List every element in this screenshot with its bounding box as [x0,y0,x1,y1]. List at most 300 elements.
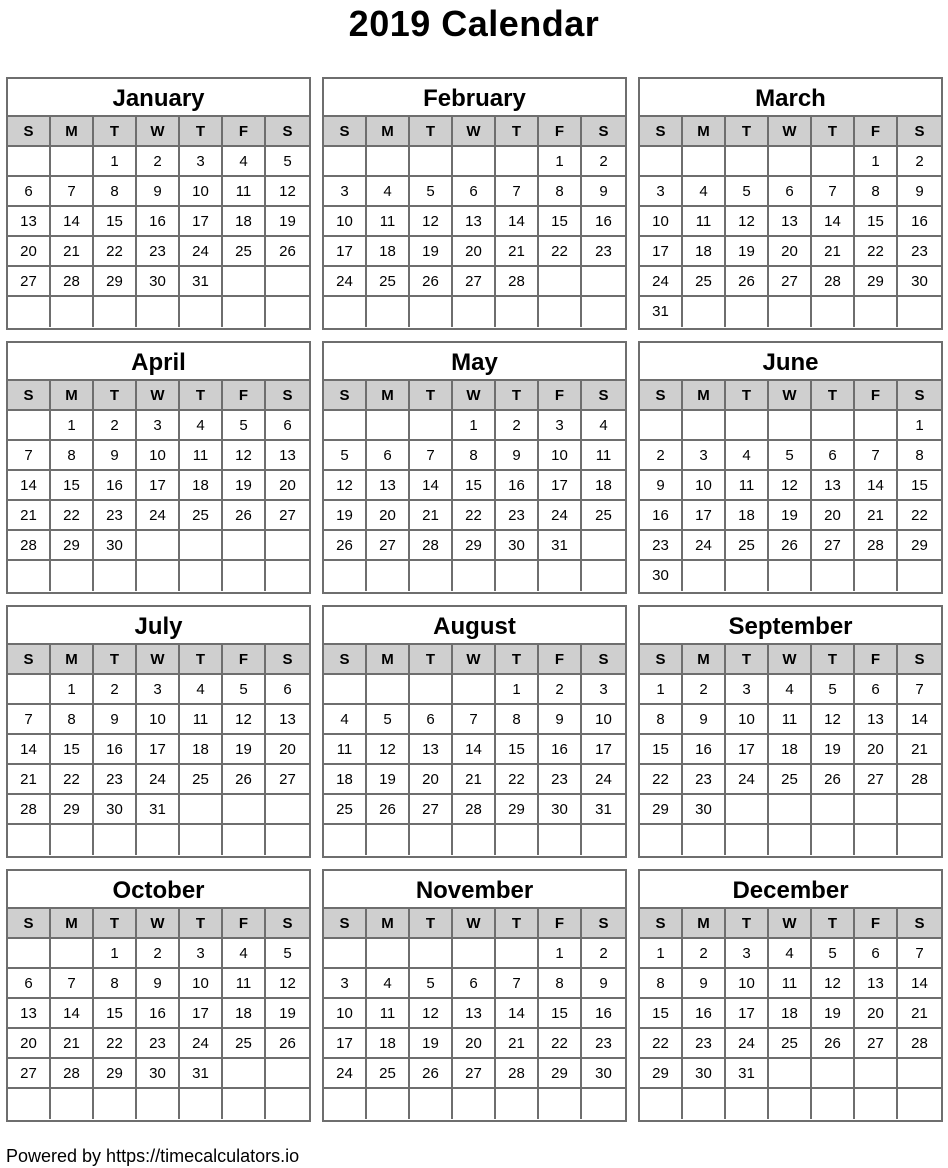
day-cell: 22 [640,765,683,795]
empty-day-cell [855,1059,898,1089]
weekday-header: T [94,909,137,939]
empty-day-cell [769,1089,812,1119]
empty-day-cell [8,825,51,855]
day-cell: 4 [769,675,812,705]
empty-day-cell [94,561,137,591]
day-cell: 6 [8,969,51,999]
weekday-header: M [51,909,94,939]
empty-day-cell [324,1089,367,1119]
day-cell: 13 [453,207,496,237]
day-cell: 15 [855,207,898,237]
weekday-header: M [683,645,726,675]
empty-day-cell [223,561,266,591]
day-cell: 31 [180,267,223,297]
day-cell: 27 [855,1029,898,1059]
empty-day-cell [726,147,769,177]
day-cell: 11 [180,705,223,735]
empty-day-cell [898,1059,941,1089]
day-cell: 11 [223,969,266,999]
day-cell: 9 [582,177,625,207]
day-cell: 19 [367,765,410,795]
day-cell: 1 [496,675,539,705]
empty-day-cell [640,1089,683,1119]
day-cell: 16 [640,501,683,531]
weekday-header: F [855,117,898,147]
day-cell: 13 [855,969,898,999]
day-cell: 26 [324,531,367,561]
day-cell: 17 [683,501,726,531]
empty-day-cell [812,795,855,825]
weekday-header: S [640,117,683,147]
empty-day-cell [582,825,625,855]
day-cell: 26 [410,267,453,297]
day-cell: 8 [855,177,898,207]
day-cell: 11 [324,735,367,765]
day-cell: 12 [769,471,812,501]
day-cell: 28 [453,795,496,825]
day-cell: 22 [898,501,941,531]
empty-day-cell [683,825,726,855]
day-cell: 10 [726,969,769,999]
empty-day-cell [223,267,266,297]
day-cell: 6 [769,177,812,207]
weekday-header: T [812,909,855,939]
day-cell: 25 [582,501,625,531]
day-cell: 5 [410,177,453,207]
weekday-header: T [496,117,539,147]
day-cell: 17 [640,237,683,267]
day-cell: 25 [683,267,726,297]
day-cell: 28 [812,267,855,297]
day-cell: 17 [137,735,180,765]
weekday-header: W [137,117,180,147]
empty-day-cell [769,1059,812,1089]
day-cell: 7 [855,441,898,471]
empty-day-cell [410,147,453,177]
empty-day-cell [223,297,266,327]
day-cell: 16 [137,207,180,237]
day-cell: 2 [582,147,625,177]
day-cell: 2 [539,675,582,705]
day-cell: 15 [94,999,137,1029]
day-cell: 11 [367,999,410,1029]
day-cell: 24 [137,765,180,795]
day-cell: 29 [855,267,898,297]
day-cell: 3 [180,939,223,969]
empty-day-cell [453,147,496,177]
weekday-header: F [539,645,582,675]
footer-credit: Powered by https://timecalculators.io [6,1146,300,1166]
day-cell: 30 [898,267,941,297]
day-cell: 24 [137,501,180,531]
day-cell: 10 [137,705,180,735]
day-cell: 28 [8,531,51,561]
day-cell: 3 [324,177,367,207]
day-cell: 23 [683,1029,726,1059]
empty-day-cell [726,795,769,825]
empty-day-cell [898,795,941,825]
day-cell: 3 [726,939,769,969]
day-cell: 2 [640,441,683,471]
day-cell: 13 [266,441,309,471]
empty-day-cell [223,1059,266,1089]
day-cell: 19 [266,207,309,237]
empty-day-cell [582,1089,625,1119]
day-cell: 11 [223,177,266,207]
day-cell: 31 [582,795,625,825]
day-cell: 17 [180,207,223,237]
day-cell: 27 [8,267,51,297]
empty-day-cell [367,561,410,591]
empty-day-cell [51,825,94,855]
day-cell: 7 [496,969,539,999]
day-cell: 20 [266,471,309,501]
weekday-header: S [8,909,51,939]
weekday-header: W [769,381,812,411]
empty-day-cell [266,795,309,825]
weekday-header: T [496,645,539,675]
day-cell: 30 [582,1059,625,1089]
empty-day-cell [180,561,223,591]
empty-day-cell [324,147,367,177]
day-cell: 16 [539,735,582,765]
day-cell: 14 [410,471,453,501]
weekday-header: S [266,645,309,675]
day-cell: 5 [812,939,855,969]
day-cell: 3 [324,969,367,999]
day-cell: 16 [898,207,941,237]
weekday-header: F [223,645,266,675]
empty-day-cell [539,561,582,591]
weekday-header: T [410,381,453,411]
day-cell: 12 [726,207,769,237]
month-december [638,869,943,1122]
weekday-header: W [453,909,496,939]
empty-day-cell [726,561,769,591]
empty-day-cell [367,1089,410,1119]
day-cell: 1 [855,147,898,177]
weekday-header: M [51,645,94,675]
day-cell: 7 [453,705,496,735]
day-cell: 14 [898,969,941,999]
day-cell: 4 [223,147,266,177]
day-cell: 11 [683,207,726,237]
day-cell: 24 [726,765,769,795]
empty-day-cell [180,531,223,561]
day-cell: 21 [496,1029,539,1059]
empty-day-cell [683,411,726,441]
day-cell: 21 [410,501,453,531]
empty-day-cell [266,825,309,855]
empty-day-cell [266,561,309,591]
day-cell: 22 [453,501,496,531]
day-cell: 2 [137,147,180,177]
empty-day-cell [367,675,410,705]
page-title: 2019 Calendar [348,3,600,44]
empty-day-cell [855,795,898,825]
empty-day-cell [812,1089,855,1119]
empty-day-cell [324,939,367,969]
day-cell: 29 [51,795,94,825]
empty-day-cell [367,939,410,969]
weekday-header: T [410,117,453,147]
month-october [6,869,311,1122]
day-cell: 16 [496,471,539,501]
day-cell: 4 [683,177,726,207]
day-cell: 10 [324,207,367,237]
day-cell: 14 [8,735,51,765]
day-cell: 25 [367,267,410,297]
day-cell: 16 [137,999,180,1029]
day-cell: 15 [453,471,496,501]
weekday-header: F [223,117,266,147]
day-cell: 20 [453,1029,496,1059]
weekday-header: T [812,381,855,411]
empty-day-cell [8,297,51,327]
day-cell: 22 [94,1029,137,1059]
empty-day-cell [266,297,309,327]
day-cell: 7 [496,177,539,207]
empty-day-cell [855,825,898,855]
month-august [322,605,627,858]
empty-day-cell [51,147,94,177]
empty-day-cell [266,267,309,297]
day-cell: 25 [769,1029,812,1059]
day-cell: 9 [137,177,180,207]
day-cell: 25 [223,1029,266,1059]
day-cell: 8 [94,177,137,207]
weekday-header: T [180,381,223,411]
day-cell: 10 [640,207,683,237]
weekday-header: W [453,117,496,147]
empty-day-cell [726,411,769,441]
day-cell: 10 [539,441,582,471]
day-cell: 8 [51,441,94,471]
day-cell: 22 [51,501,94,531]
day-cell: 25 [180,765,223,795]
weekday-header: S [266,117,309,147]
weekday-header: F [855,381,898,411]
weekday-header: F [855,909,898,939]
day-cell: 24 [539,501,582,531]
weekday-header: S [324,909,367,939]
day-cell: 31 [539,531,582,561]
month-may [322,341,627,594]
empty-day-cell [539,825,582,855]
day-cell: 18 [180,735,223,765]
day-cell: 7 [51,177,94,207]
weekday-header: T [726,381,769,411]
empty-day-cell [812,1059,855,1089]
empty-day-cell [496,297,539,327]
weekday-header: T [94,117,137,147]
month-name: November [324,871,625,909]
weekday-header: S [898,645,941,675]
day-cell: 14 [51,207,94,237]
day-cell: 24 [180,1029,223,1059]
day-cell: 15 [898,471,941,501]
day-cell: 27 [855,765,898,795]
month-september [638,605,943,858]
day-cell: 29 [51,531,94,561]
day-cell: 21 [812,237,855,267]
month-day-grid [8,117,309,327]
empty-day-cell [539,1089,582,1119]
day-cell: 29 [539,1059,582,1089]
day-cell: 27 [769,267,812,297]
day-cell: 18 [769,999,812,1029]
weekday-header: M [367,645,410,675]
empty-day-cell [51,561,94,591]
day-cell: 1 [640,675,683,705]
empty-day-cell [94,1089,137,1119]
day-cell: 10 [726,705,769,735]
day-cell: 28 [898,765,941,795]
empty-day-cell [410,1089,453,1119]
day-cell: 31 [726,1059,769,1089]
empty-day-cell [453,561,496,591]
day-cell: 27 [453,1059,496,1089]
month-name: April [8,343,309,381]
day-cell: 3 [180,147,223,177]
day-cell: 3 [726,675,769,705]
empty-day-cell [855,411,898,441]
day-cell: 14 [855,471,898,501]
day-cell: 6 [410,705,453,735]
weekday-header: M [367,909,410,939]
weekday-header: S [324,381,367,411]
day-cell: 4 [324,705,367,735]
day-cell: 6 [367,441,410,471]
day-cell: 23 [496,501,539,531]
day-cell: 26 [769,531,812,561]
empty-day-cell [8,675,51,705]
weekday-header: M [367,117,410,147]
weekday-header: F [855,645,898,675]
empty-day-cell [324,297,367,327]
day-cell: 2 [582,939,625,969]
day-cell: 1 [640,939,683,969]
month-name: May [324,343,625,381]
day-cell: 26 [812,765,855,795]
day-cell: 14 [812,207,855,237]
day-cell: 17 [726,999,769,1029]
day-cell: 27 [453,267,496,297]
day-cell: 23 [683,765,726,795]
day-cell: 11 [726,471,769,501]
weekday-header: T [726,117,769,147]
empty-day-cell [453,825,496,855]
day-cell: 13 [855,705,898,735]
day-cell: 15 [640,999,683,1029]
empty-day-cell [769,825,812,855]
empty-day-cell [137,1089,180,1119]
day-cell: 8 [51,705,94,735]
day-cell: 5 [769,441,812,471]
day-cell: 2 [94,675,137,705]
day-cell: 7 [812,177,855,207]
empty-day-cell [324,561,367,591]
day-cell: 6 [266,411,309,441]
day-cell: 21 [855,501,898,531]
month-november [322,869,627,1122]
weekday-header: F [539,117,582,147]
day-cell: 3 [137,411,180,441]
day-cell: 26 [266,1029,309,1059]
weekday-header: T [94,381,137,411]
empty-day-cell [324,825,367,855]
day-cell: 26 [410,1059,453,1089]
weekday-header: W [453,381,496,411]
month-day-grid [324,117,625,327]
day-cell: 5 [266,939,309,969]
empty-day-cell [640,411,683,441]
month-day-grid [324,645,625,855]
day-cell: 12 [812,705,855,735]
day-cell: 6 [812,441,855,471]
day-cell: 1 [898,411,941,441]
empty-day-cell [8,561,51,591]
day-cell: 21 [453,765,496,795]
day-cell: 23 [898,237,941,267]
empty-day-cell [640,147,683,177]
day-cell: 10 [180,177,223,207]
empty-day-cell [898,297,941,327]
day-cell: 19 [324,501,367,531]
day-cell: 9 [496,441,539,471]
empty-day-cell [683,147,726,177]
day-cell: 10 [324,999,367,1029]
empty-day-cell [266,1089,309,1119]
empty-day-cell [266,531,309,561]
day-cell: 15 [539,999,582,1029]
month-july [6,605,311,858]
empty-day-cell [898,825,941,855]
weekday-header: W [137,909,180,939]
empty-day-cell [51,297,94,327]
day-cell: 13 [812,471,855,501]
day-cell: 22 [496,765,539,795]
day-cell: 20 [855,999,898,1029]
month-name: October [8,871,309,909]
day-cell: 27 [266,765,309,795]
empty-day-cell [410,675,453,705]
weekday-header: M [51,117,94,147]
day-cell: 24 [683,531,726,561]
month-name: March [640,79,941,117]
empty-day-cell [898,561,941,591]
day-cell: 25 [180,501,223,531]
day-cell: 4 [180,675,223,705]
day-cell: 29 [94,1059,137,1089]
empty-day-cell [223,795,266,825]
day-cell: 24 [582,765,625,795]
day-cell: 16 [582,999,625,1029]
day-cell: 7 [8,441,51,471]
empty-day-cell [266,1059,309,1089]
day-cell: 6 [855,939,898,969]
empty-day-cell [582,267,625,297]
day-cell: 3 [137,675,180,705]
month-day-grid [8,909,309,1119]
day-cell: 12 [324,471,367,501]
day-cell: 22 [51,765,94,795]
weekday-header: S [640,909,683,939]
day-cell: 10 [137,441,180,471]
day-cell: 1 [539,939,582,969]
day-cell: 7 [410,441,453,471]
weekday-header: M [683,381,726,411]
